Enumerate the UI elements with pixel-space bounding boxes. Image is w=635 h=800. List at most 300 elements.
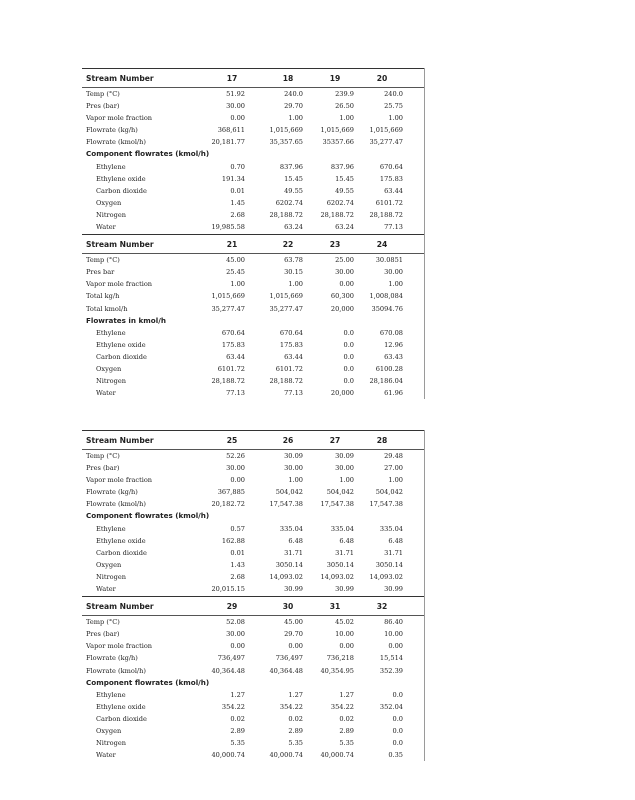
table-cell: 63.44 — [284, 352, 303, 361]
table-row — [82, 498, 425, 510]
table-row — [82, 535, 425, 547]
table-cell: 20,181.77 — [211, 138, 245, 147]
table-cell: 45.00 — [284, 618, 303, 627]
row-label: Oxygen — [96, 726, 122, 735]
row-label: Ethylene oxide — [96, 536, 146, 545]
table-cell: 20,000 — [330, 389, 354, 398]
table-cell: 35,357.65 — [269, 138, 303, 147]
table-cell: 15.45 — [284, 174, 303, 183]
stream-table — [82, 431, 425, 595]
table-cell: 63.24 — [335, 223, 354, 232]
section-heading: Component flowrates (kmol/h) — [86, 677, 210, 687]
table-cell: 30.99 — [284, 585, 303, 594]
table-cell: 40,000.74 — [269, 751, 303, 760]
table-cell: 25.00 — [335, 256, 354, 265]
table-cell: 1.00 — [288, 114, 303, 123]
table-cell: 28,188.72 — [269, 377, 303, 386]
table-cell: 0.0 — [343, 364, 354, 373]
row-label: Flowrate (kmol/h) — [86, 138, 146, 147]
stream-number: 32 — [376, 602, 388, 612]
table-cell: 63.44 — [384, 186, 403, 195]
stream-table — [82, 69, 425, 233]
table-cell: 3050.14 — [375, 560, 403, 569]
table-cell: 3050.14 — [326, 560, 354, 569]
table-row — [82, 665, 425, 677]
table-cell: 49.55 — [284, 186, 303, 195]
row-label: Nitrogen — [96, 572, 127, 581]
table-cell: 1.43 — [230, 560, 245, 569]
stream-table-panel-1 — [82, 68, 425, 399]
section-heading: Component flowrates (kmol/h) — [86, 149, 210, 159]
table-cell: 77.13 — [226, 389, 245, 398]
row-label: Carbon dioxide — [96, 548, 147, 557]
table-row — [82, 254, 425, 266]
table-row — [82, 161, 425, 173]
row-label: Pres (bar) — [86, 464, 120, 473]
table-cell: 736,497 — [275, 654, 303, 663]
row-label: Carbon dioxide — [96, 352, 147, 361]
table-cell: 30.00 — [384, 268, 403, 277]
stream-number: 23 — [329, 240, 341, 250]
table-cell: 367,885 — [217, 488, 245, 497]
table-row — [82, 749, 425, 761]
table-cell: 3050.14 — [275, 560, 303, 569]
table-row — [82, 363, 425, 375]
section-heading-row — [82, 315, 425, 327]
stream-number: 27 — [329, 436, 341, 445]
row-label: Carbon dioxide — [96, 714, 147, 723]
table-cell: 30.00 — [335, 464, 354, 473]
section-heading: Flowrates in kmol/h — [86, 315, 166, 325]
row-label: Total kg/h — [86, 292, 120, 301]
table-row — [82, 136, 425, 148]
table-cell: 2.68 — [230, 210, 245, 219]
table-cell: 40,354.95 — [320, 666, 354, 675]
row-label: Flowrate (kmol/h) — [86, 666, 146, 675]
stream-number: 24 — [376, 240, 388, 250]
table-row — [82, 559, 425, 571]
table-row — [82, 474, 425, 486]
table-cell: 0.01 — [230, 186, 245, 195]
table-cell: 0.02 — [339, 714, 354, 723]
table-cell: 77.13 — [384, 223, 403, 232]
table-cell: 0.00 — [230, 114, 245, 123]
row-label: Oxygen — [96, 198, 122, 207]
table-cell: 0.0 — [392, 739, 403, 748]
stream-number-label: Stream Number — [86, 602, 154, 612]
table-row — [82, 725, 425, 737]
table-cell: 1,015,669 — [269, 292, 303, 301]
table-cell: 17,547.38 — [369, 500, 403, 509]
table-row — [82, 547, 425, 559]
stream-number: 25 — [226, 436, 238, 445]
table-cell: 28,188.72 — [269, 210, 303, 219]
table-header-row — [82, 597, 425, 616]
stream-table — [82, 235, 425, 399]
table-cell: 17,547.38 — [320, 500, 354, 509]
table-cell: 1.00 — [388, 114, 403, 123]
table-cell: 30.00 — [226, 464, 245, 473]
table-row — [82, 100, 425, 112]
table-row — [82, 185, 425, 197]
table-cell: 191.34 — [221, 174, 245, 183]
table-cell: 28,188.72 — [369, 210, 403, 219]
row-label: Temp (°C) — [86, 256, 120, 265]
table-cell: 736,218 — [326, 654, 354, 663]
table-row — [82, 209, 425, 221]
table-cell: 45.00 — [226, 256, 245, 265]
table-cell: 14,093.02 — [369, 572, 403, 581]
table-cell: 1.27 — [339, 690, 354, 699]
table-cell: 52.08 — [226, 618, 245, 627]
table-cell: 63.44 — [226, 352, 245, 361]
table-header-row — [82, 235, 425, 254]
table-row — [82, 616, 425, 628]
table-row — [82, 387, 425, 399]
table-cell: 0.57 — [230, 524, 245, 533]
table-row — [82, 266, 425, 278]
row-label: Ethylene — [96, 328, 126, 337]
table-row — [82, 327, 425, 339]
table-row — [82, 173, 425, 185]
row-label: Flowrate (kg/h) — [86, 654, 138, 663]
table-cell: 63.43 — [384, 352, 403, 361]
table-cell: 6101.72 — [375, 198, 403, 207]
table-cell: 40,364.48 — [211, 666, 245, 675]
table-cell: 30.00 — [284, 464, 303, 473]
table-row — [82, 583, 425, 595]
table-cell: 25.45 — [226, 268, 245, 277]
table-cell: 335.04 — [330, 524, 354, 533]
table-cell: 0.35 — [388, 751, 403, 760]
table-cell: 0.0 — [392, 726, 403, 735]
table-cell: 28,188.72 — [320, 210, 354, 219]
row-label: Vapor mole fraction — [86, 280, 153, 289]
right-border — [424, 430, 425, 761]
table-cell: 1.00 — [230, 280, 245, 289]
table-cell: 6.48 — [288, 536, 303, 545]
table-cell: 0.0 — [343, 377, 354, 386]
table-cell: 15,514 — [379, 654, 403, 663]
table-cell: 40,364.48 — [269, 666, 303, 675]
table-cell: 6101.72 — [275, 364, 303, 373]
stream-number-label: Stream Number — [86, 436, 154, 445]
stream-number: 19 — [329, 74, 341, 83]
table-cell: 1,015,669 — [211, 292, 245, 301]
table-cell: 40,000.74 — [211, 751, 245, 760]
table-row — [82, 628, 425, 640]
table-cell: 2.89 — [288, 726, 303, 735]
table-cell: 25.75 — [384, 102, 403, 111]
table-cell: 1.27 — [230, 690, 245, 699]
stream-number: 22 — [282, 240, 294, 250]
table-row — [82, 290, 425, 302]
table-cell: 736,497 — [217, 654, 245, 663]
table-cell: 0.00 — [388, 642, 403, 651]
stream-table-panel-2 — [82, 430, 425, 761]
table-cell: 1,015,669 — [369, 126, 403, 135]
table-row — [82, 523, 425, 535]
table-cell: 30.00 — [226, 630, 245, 639]
table-cell: 35357.66 — [322, 138, 354, 147]
table-cell: 240.0 — [384, 90, 403, 98]
table-cell: 0.02 — [288, 714, 303, 723]
table-row — [82, 640, 425, 652]
table-cell: 1,008,084 — [369, 292, 403, 301]
section-heading-row — [82, 148, 425, 160]
table-cell: 0.0 — [343, 340, 354, 349]
table-cell: 175.83 — [379, 174, 403, 183]
table-row — [82, 303, 425, 315]
table-cell: 5.35 — [288, 739, 303, 748]
right-border — [424, 68, 425, 399]
table-cell: 6202.74 — [326, 198, 354, 207]
table-cell: 0.02 — [230, 714, 245, 723]
table-cell: 0.00 — [230, 642, 245, 651]
table-cell: 30.99 — [335, 585, 354, 594]
table-row — [82, 339, 425, 351]
table-row — [82, 112, 425, 124]
table-cell: 1.00 — [288, 280, 303, 289]
table-cell: 354.22 — [330, 702, 354, 711]
table-cell: 30.09 — [284, 452, 303, 460]
row-label: Temp (°C) — [86, 90, 120, 98]
table-cell: 352.04 — [379, 702, 403, 711]
table-cell: 335.04 — [379, 524, 403, 533]
table-header-row — [82, 69, 425, 88]
table-cell: 77.13 — [284, 389, 303, 398]
table-cell: 61.96 — [384, 389, 403, 398]
row-label: Ethylene oxide — [96, 174, 146, 183]
table-cell: 1.45 — [230, 198, 245, 207]
table-row — [82, 701, 425, 713]
stream-number: 28 — [376, 436, 388, 445]
row-label: Total kmol/h — [86, 304, 128, 313]
table-cell: 354.22 — [279, 702, 303, 711]
table-cell: 26.50 — [335, 102, 354, 111]
table-cell: 162.88 — [221, 536, 245, 545]
stream-table — [82, 597, 425, 761]
table-cell: 35,277.47 — [211, 304, 245, 313]
row-label: Nitrogen — [96, 377, 127, 386]
table-cell: 29.70 — [284, 102, 303, 111]
row-label: Pres bar — [86, 268, 115, 277]
table-row — [82, 689, 425, 701]
stream-number: 30 — [282, 602, 294, 612]
table-cell: 0.00 — [339, 642, 354, 651]
section-heading: Component flowrates (kmol/h) — [86, 511, 210, 521]
row-label: Flowrate (kmol/h) — [86, 500, 146, 509]
table-header-row — [82, 431, 425, 450]
table-cell: 2.89 — [230, 726, 245, 735]
table-row — [82, 652, 425, 664]
table-row — [82, 124, 425, 136]
table-cell: 837.96 — [330, 162, 354, 171]
stream-number: 21 — [226, 240, 238, 250]
table-cell: 670.08 — [379, 328, 403, 337]
table-cell: 30.00 — [226, 102, 245, 111]
table-cell: 20,015.15 — [211, 585, 245, 594]
table-row — [82, 737, 425, 749]
table-cell: 1.00 — [339, 114, 354, 123]
table-row — [82, 486, 425, 498]
table-cell: 19,985.58 — [211, 223, 245, 232]
table-cell: 86.40 — [384, 618, 403, 627]
table-cell: 6.48 — [339, 536, 354, 545]
table-cell: 31.71 — [284, 548, 303, 557]
stream-number: 20 — [376, 74, 388, 83]
table-cell: 14,093.02 — [320, 572, 354, 581]
table-cell: 40,000.74 — [320, 751, 354, 760]
row-label: Temp (°C) — [86, 618, 120, 627]
table-cell: 60,300 — [330, 292, 354, 301]
table-cell: 0.00 — [230, 476, 245, 485]
table-cell: 27.00 — [384, 464, 403, 473]
table-cell: 6202.74 — [275, 198, 303, 207]
table-cell: 837.96 — [279, 162, 303, 171]
row-label: Water — [96, 223, 116, 232]
table-row — [82, 197, 425, 209]
table-cell: 5.35 — [230, 739, 245, 748]
table-cell: 63.78 — [284, 256, 303, 265]
table-cell: 35094.76 — [371, 304, 403, 313]
row-label: Oxygen — [96, 364, 122, 373]
table-cell: 5.35 — [339, 739, 354, 748]
table-cell: 368,611 — [217, 126, 245, 135]
stream-number: 26 — [282, 436, 294, 445]
table-cell: 352.39 — [379, 666, 403, 675]
table-cell: 12.96 — [384, 340, 403, 349]
row-label: Water — [96, 751, 116, 760]
stream-number: 29 — [226, 602, 238, 612]
table-cell: 175.83 — [221, 340, 245, 349]
row-label: Vapor mole fraction — [86, 642, 153, 651]
table-cell: 0.0 — [392, 714, 403, 723]
table-cell: 31.71 — [384, 548, 403, 557]
table-cell: 35,277.47 — [269, 304, 303, 313]
table-cell: 2.68 — [230, 572, 245, 581]
table-row — [82, 450, 425, 462]
row-label: Vapor mole fraction — [86, 476, 153, 485]
table-cell: 30.09 — [335, 452, 354, 460]
table-cell: 63.24 — [284, 223, 303, 232]
table-cell: 0.0 — [343, 352, 354, 361]
table-cell: 0.70 — [230, 162, 245, 171]
table-cell: 239.9 — [335, 90, 354, 98]
table-cell: 10.00 — [335, 630, 354, 639]
table-cell: 1.00 — [339, 476, 354, 485]
table-cell: 35,277.47 — [369, 138, 403, 147]
stream-number: 18 — [282, 74, 294, 83]
table-row — [82, 351, 425, 363]
table-cell: 6101.72 — [217, 364, 245, 373]
table-cell: 15.45 — [335, 174, 354, 183]
table-cell: 31.71 — [335, 548, 354, 557]
row-label: Flowrate (kg/h) — [86, 488, 138, 497]
table-cell: 504,042 — [375, 488, 403, 497]
stream-number: 17 — [226, 74, 238, 83]
row-label: Oxygen — [96, 560, 122, 569]
table-cell: 17,547.38 — [269, 500, 303, 509]
row-label: Ethylene oxide — [96, 702, 146, 711]
row-label: Temp (°C) — [86, 452, 120, 460]
stream-number-label: Stream Number — [86, 74, 154, 83]
table-cell: 14,093.02 — [269, 572, 303, 581]
row-label: Vapor mole fraction — [86, 114, 153, 123]
stream-number: 31 — [329, 602, 341, 612]
table-cell: 2.89 — [339, 726, 354, 735]
stream-number-label: Stream Number — [86, 240, 154, 250]
table-cell: 0.0 — [392, 690, 403, 699]
row-label: Nitrogen — [96, 210, 127, 219]
table-cell: 28,186.04 — [369, 377, 403, 386]
table-cell: 52.26 — [226, 452, 245, 460]
table-cell: 504,042 — [275, 488, 303, 497]
table-cell: 0.01 — [230, 548, 245, 557]
table-row — [82, 278, 425, 290]
table-cell: 45.02 — [335, 618, 354, 627]
table-cell: 29.70 — [284, 630, 303, 639]
row-label: Ethylene — [96, 690, 126, 699]
table-cell: 175.83 — [279, 340, 303, 349]
row-label: Flowrate (kg/h) — [86, 126, 138, 135]
table-cell: 1.27 — [288, 690, 303, 699]
table-cell: 30.0851 — [375, 256, 403, 265]
table-cell: 670.64 — [221, 328, 245, 337]
table-cell: 29.48 — [384, 452, 403, 460]
table-cell: 670.64 — [379, 162, 403, 171]
table-cell: 51.92 — [226, 90, 245, 98]
table-cell: 30.15 — [284, 268, 303, 277]
table-cell: 1,015,669 — [269, 126, 303, 135]
row-label: Pres (bar) — [86, 630, 120, 639]
table-cell: 1,015,669 — [320, 126, 354, 135]
table-cell: 0.00 — [288, 642, 303, 651]
table-cell: 1.00 — [388, 280, 403, 289]
row-label: Water — [96, 389, 116, 398]
table-cell: 49.55 — [335, 186, 354, 195]
table-cell: 30.00 — [335, 268, 354, 277]
table-row — [82, 462, 425, 474]
section-heading-row — [82, 510, 425, 522]
table-cell: 6100.28 — [375, 364, 403, 373]
table-cell: 30.99 — [384, 585, 403, 594]
row-label: Carbon dioxide — [96, 186, 147, 195]
row-label: Water — [96, 585, 116, 594]
table-cell: 670.64 — [279, 328, 303, 337]
table-cell: 10.00 — [384, 630, 403, 639]
table-row — [82, 375, 425, 387]
table-cell: 1.00 — [288, 476, 303, 485]
table-cell: 240.0 — [284, 90, 303, 98]
table-cell: 335.04 — [279, 524, 303, 533]
table-cell: 504,042 — [326, 488, 354, 497]
table-row — [82, 88, 425, 100]
table-cell: 6.48 — [388, 536, 403, 545]
table-row — [82, 221, 425, 233]
table-row — [82, 713, 425, 725]
table-cell: 1.00 — [388, 476, 403, 485]
row-label: Ethylene oxide — [96, 340, 146, 349]
table-row — [82, 571, 425, 583]
row-label: Pres (bar) — [86, 102, 120, 111]
row-label: Ethylene — [96, 524, 126, 533]
table-cell: 0.00 — [339, 280, 354, 289]
table-cell: 20,000 — [330, 304, 354, 313]
table-cell: 354.22 — [221, 702, 245, 711]
table-cell: 0.0 — [343, 328, 354, 337]
row-label: Ethylene — [96, 162, 126, 171]
